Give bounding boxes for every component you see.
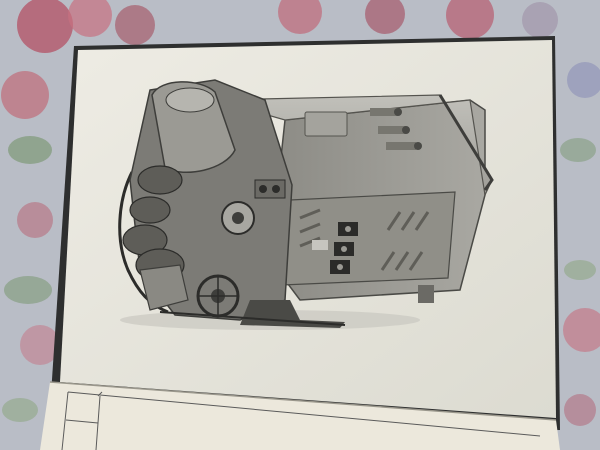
panel-label-plate — [312, 240, 328, 250]
handwheel-upper — [222, 202, 254, 234]
control-panel — [282, 192, 455, 285]
handwheel-lower — [198, 276, 238, 316]
lid-junction-box — [305, 112, 347, 136]
